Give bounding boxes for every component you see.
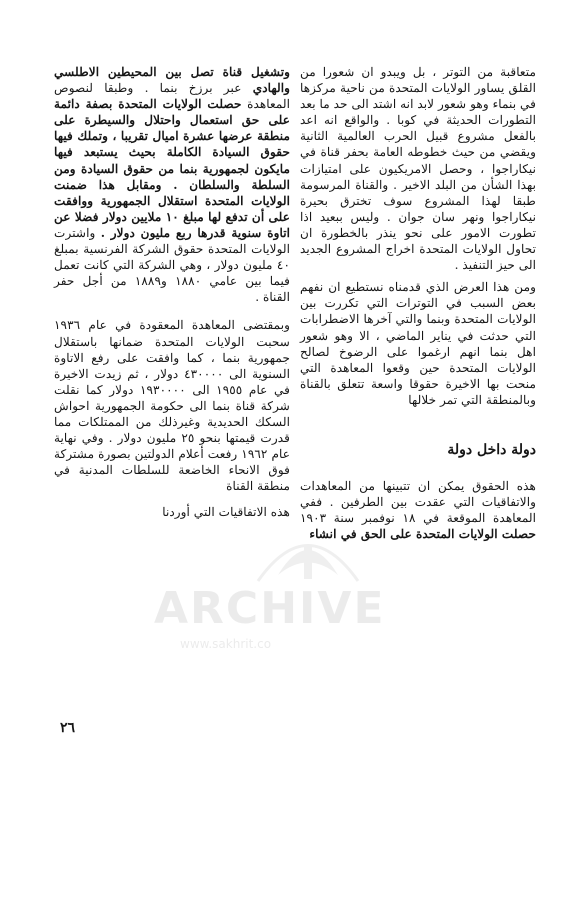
right-paragraph-3: [300, 478, 536, 542]
right-paragraph-3-bold: حصلت الولايات المتحدة على الحق في انشاء: [309, 527, 536, 542]
left-paragraph-1-text-a: عبر برزخ بنما . وطبقا لنصوص المعاهدة: [54, 81, 291, 112]
page-number: ٢٦: [60, 720, 76, 736]
left-paragraph-1-bold-b: حصلت الولايات المتحدة بصفة دائمة على حق استعمال واحتلال والسيطرة على منطقة عرضها عشرة اميال تقريبا ، وتملك فيها حقوق السيادة الكاملة بحيث يستبعد فيها مايكون لجمهورية بنما من حقوق السيادة ومن السلطة والسلطان . ومقابل هذا ضمنت الولايات المتحدة استقلال الجمهورية ووافقت على أن تدفع لها مبلغ ١٠ ملايين دولار فضلا عن اتاوة سنوية قدرها ربع مليون دولار .: [54, 97, 291, 240]
right-paragraph-1: متعاقبة من التوتر ، بل ويبدو ان شعورا من القلق يساور الولايات المتحدة من ناحية مركزها في بنماء وهو شعور لابد انه اشتد الى حد ما بعد التطورات الحديثة في كوبا . والواقع انه اعد بالفعل مشروع قبيل الحرب العالمية الثانية ويقضي من حيث خطوطه العامة بحفر قناة في نيكاراجوا ، وحصل الامريكيون على امتيازات بهذا الشأن من البلد الاخير . والقناة المرسومة طبقا لهذا المشروع سوف تخترق بحيرة نيكاراجوا ونهر سان جوان . وليس ببعيد اذا تطورت الامور على نحو ينذر بالخطورة ان تحاول الولايات المتحدة اخراج المشروع الجديد الى حيز التنفيذ .: [300, 65, 536, 273]
right-paragraph-3-text: هذه الحقوق يمكن ان تتبينها من المعاهدات والاتفاقيات التي عقدت بين الطرفين . ففي المعاهدة الموقعة في ١٨ نوفمبر سنة ١٩٠٣: [300, 479, 536, 526]
watermark-url: www.sakhrit.co: [180, 637, 272, 651]
watermark-text: ARCHIVE: [154, 583, 386, 634]
left-paragraph-3: هذه الاتفاقيات التي أوردنا: [162, 505, 290, 520]
right-column: [300, 64, 536, 542]
left-paragraph-1-bold-a: وتشغيل قناة تصل بين المحيطين الاطلسي والهادي: [54, 65, 291, 96]
left-paragraph-1-text-b: واشترت الولايات المتحدة حقوق الشركة الفرنسية بمبلغ ٤٠ مليون دولار ، وهي الشركة التي كانت تعمل فيما بين عامي ١٨٨٠ و١٨٨٩ من أجل حفر القناة .: [54, 225, 291, 305]
left-paragraph-1: [54, 64, 290, 305]
section-heading: دولة داخل دولة: [447, 441, 536, 458]
left-paragraph-2: وبمقتضى المعاهدة المعقودة في عام ١٩٣٦ سحبت الولايات المتحدة ضمانها باستقلال جمهورية بنما ، كما وافقت على رفع الاتاوة السنوية الى ٤٣٠٠٠٠ دولار ، ثم زيدت الاخيرة في عام ١٩٥٥ الى ١٩٣٠٠٠٠ دولار كما نقلت شركة قناة بنما الى حكومة الجمهورية احواش السكك الحديدية وغيرذلك من الممتلكات مما قدرت قيمتها بنحو ٢٥ مليون دولار . وفي نهاية عام ١٩٦٢ رفعت أعلام الدولتين بصورة مشتركة فوق الانحاء الخاضعة للسلطات المدنية في منطقة القناة: [54, 318, 290, 494]
right-paragraph-2: ومن هذا العرض الذي قدمناه نستطيع ان نفهم بعض السبب في التوترات التي تكررت بين الولايات المتحدة وبنما والتي آخرها الاضطرابات التي حدثت في يناير الماضي ، الا وهو شعور اهل بنما انهم ارغموا على الرضوخ لصالح الولايات المتحدة حين وقعوا المعاهدة التي منحت بها الاخيرة حقوقا واسعة تتعلق بالقناة وبالمنطقة التي تمر خلالها: [300, 280, 536, 407]
left-column: [54, 64, 290, 521]
